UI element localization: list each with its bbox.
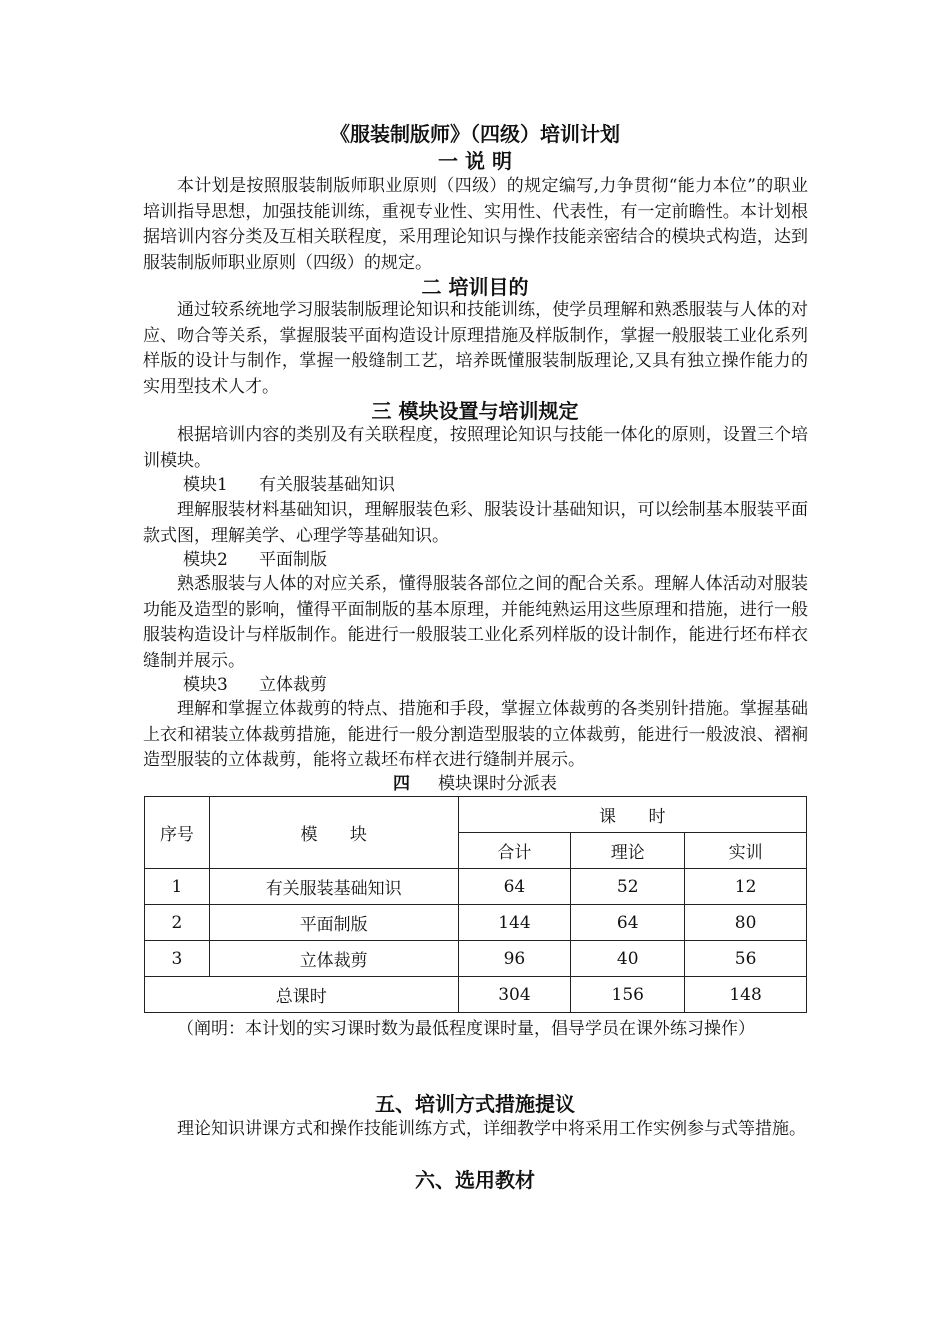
cell-theory: 40 [571,941,685,977]
module-2-desc: 熟悉服装与人体的对应关系，懂得服装各部位之间的配合关系。理解人体活动对服装功能及造型的影响，懂得平面制版的基本原理，并能纯熟运用这些原理和措施，进行一般服装构造设计与样版制作。能进行一般服装工业化系列样版的设计制作，能进行坯布样衣缝制并展示。 [143,574,808,671]
cell-seq: 3 [145,941,210,977]
hours-table [144,796,807,1013]
section-3-intro: 根据培训内容的类别及有关联程度，按照理论知识与技能一体化的原则，设置三个培训模块。 [143,425,808,471]
module-2-name: 平面制版 [259,550,327,570]
cell-theory: 64 [571,905,685,941]
section-1-heading: 一 说 明 [438,149,512,173]
table-caption-num: 四 [393,774,410,794]
module-3-name: 立体裁剪 [259,675,327,695]
cell-module: 有关服装基础知识 [209,869,458,905]
table-note: （阐明：本计划的实习课时数为最低程度课时量，倡导学员在课外练习操作） [177,1019,755,1039]
table-caption [0,773,950,795]
section-1-body: 本计划是按照服装制版师职业原则（四级）的规定编写,力争贯彻“能力本位”的职业培训指导思想，加强技能训练，重视专业性、实用性、代表性，有一定前瞻性。本计划根据培训内容分类及互相关联程度，采用理论知识与操作技能亲密结合的模块式构造，达到服装制版师职业原则（四级）的规定。 [143,176,808,273]
module-1-desc: 理解服装材料基础知识，理解服装色彩、服装设计基础知识，可以绘制基本服装平面款式图，理解美学、心理学等基础知识。 [143,500,808,546]
module-1-title [183,473,395,498]
section-5-body: 理论知识讲课方式和操作技能训练方式，详细教学中将采用工作实例参与式等措施。 [177,1119,806,1139]
table-caption-title: 模块课时分派表 [438,774,557,794]
cell-module: 立体裁剪 [209,941,458,977]
section-3-heading: 三 模块设置与培训规定 [371,399,579,423]
document-title: 《服装制版师》（四级）培训计划 [330,122,620,146]
header-seq: 序号 [145,797,210,869]
module-3-desc: 理解和掌握立体裁剪的特点、措施和手段，掌握立体裁剪的各类别针措施。掌握基础上衣和裙装立体裁剪措施，能进行一般分割造型服装的立体裁剪，能进行一般波浪、褶裥造型服装的立体裁剪，能将立裁坯布样衣进行缝制并展示。 [143,699,808,770]
sum-practice: 148 [685,977,807,1013]
section-2-heading: 二 培训目的 [421,275,529,299]
table-header-row [145,797,807,833]
cell-module: 平面制版 [209,905,458,941]
section-5-heading: 五、培训方式措施提议 [375,1092,575,1116]
table-row [145,905,807,941]
module-1-name: 有关服装基础知识 [259,475,395,495]
module-2-num: 模块2 [183,550,228,570]
section-2-body: 通过较系统地学习服装制版理论知识和技能训练，使学员理解和熟悉服装与人体的对应、吻合等关系，掌握服装平面构造设计原理措施及样版制作，掌握一般服装工业化系列样版的设计与制作，掌握一般缝制工艺，培养既懂服装制版理论,又具有独立操作能力的实用型技术人才。 [143,300,808,397]
cell-total: 144 [458,905,571,941]
cell-theory: 52 [571,869,685,905]
sum-total: 304 [458,977,571,1013]
module-1-num: 模块1 [183,475,228,495]
header-theory: 理论 [571,833,685,869]
table-row [145,869,807,905]
module-3-title [183,673,327,698]
header-hours: 课 时 [458,797,807,833]
module-3-num: 模块3 [183,675,228,695]
cell-seq: 2 [145,905,210,941]
table-row [145,941,807,977]
cell-total: 96 [458,941,571,977]
sum-label: 总课时 [145,977,459,1013]
cell-total: 64 [458,869,571,905]
module-2-title [183,548,327,573]
cell-practice: 12 [685,869,807,905]
header-module: 模 块 [209,797,458,869]
cell-seq: 1 [145,869,210,905]
cell-practice: 80 [685,905,807,941]
section-6-heading: 六、选用教材 [415,1168,535,1192]
cell-practice: 56 [685,941,807,977]
sum-theory: 156 [571,977,685,1013]
table-sum-row [145,977,807,1013]
header-practice: 实训 [685,833,807,869]
header-total: 合计 [458,833,571,869]
